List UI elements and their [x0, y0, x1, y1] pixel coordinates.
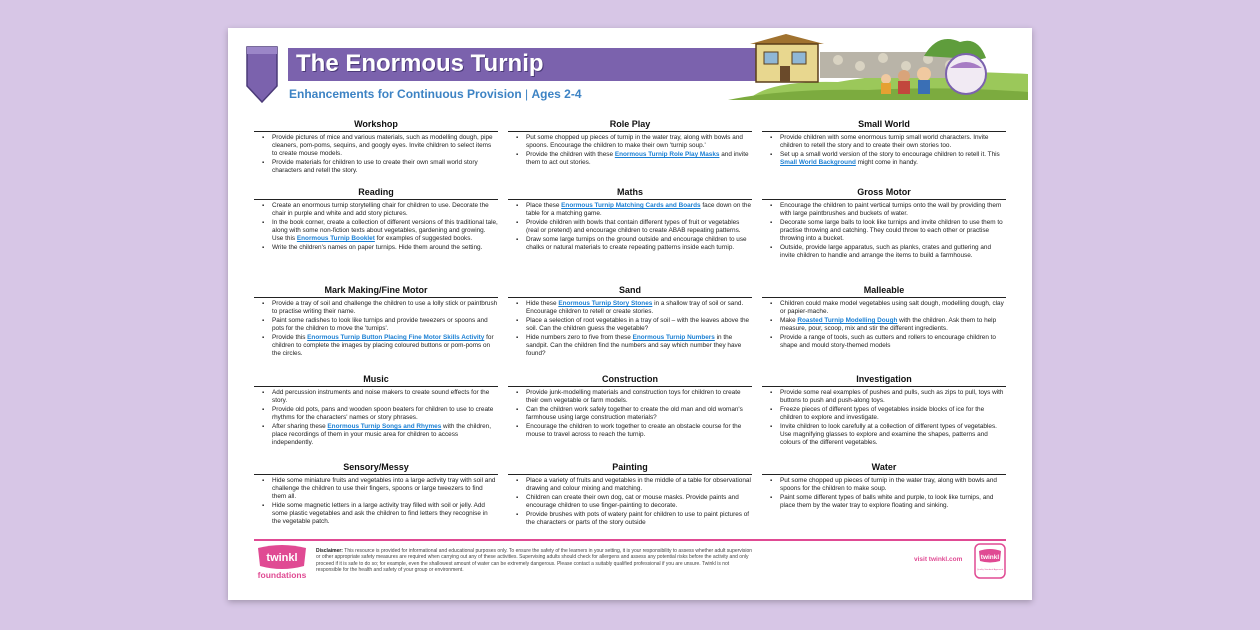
section-list: [508, 387, 752, 439]
farmhouse-turnip-illustration: [728, 28, 1028, 100]
list-item: ▪ Provide junk-modelling materials and construction toys for children to create their own vegetable or farm models.: [516, 389, 752, 405]
list-item: ▪ Paint some radishes to look like turnips and provide tweezers or spoons and pots for the children to move the 'turnips'.: [262, 317, 498, 333]
quality-standard-badge-icon: [974, 543, 1006, 579]
list-item: ▪ Make Roasted Turnip Modelling Dough with the children. Ask them to help measure, pour, scoop, mix and stir the different ingredients.: [770, 317, 1006, 333]
subtitle-separator: |: [521, 87, 532, 101]
section-heading: Construction: [508, 373, 752, 387]
section-heading: Painting: [508, 461, 752, 475]
section-heading: Role Play: [508, 118, 752, 132]
list-item: ▪ Freeze pieces of different types of vegetables inside blocks of ice for the children to explore and investigate.: [770, 406, 1006, 422]
logo-subtext: foundations: [257, 570, 307, 580]
section-list: [762, 200, 1006, 260]
section-heading: Maths: [508, 186, 752, 200]
section-small-world: [762, 118, 1006, 168]
section-mark-making: [254, 284, 498, 359]
page-subtitle: [289, 87, 582, 101]
list-item: ▪ Place these Enormous Turnip Matching Cards and Boards face down on the table for a matching game.: [516, 202, 752, 218]
section-list: [508, 298, 752, 358]
disclaimer: [316, 548, 756, 573]
section-list: [254, 200, 498, 252]
badge-text: twinkl: [980, 554, 1000, 561]
section-list: [254, 132, 498, 175]
section-list: [762, 387, 1006, 447]
list-item: ▪ Children can create their own dog, cat or mouse masks. Provide paints and encourage children to use finger-painting to decorate.: [516, 494, 752, 510]
list-item: ▪ Provide this Enormous Turnip Button Placing Fine Motor Skills Activity for children to complete the images by placing coloured buttons or pom-poms on the circles.: [262, 334, 498, 358]
section-list: [762, 132, 1006, 167]
list-item: ▪ Provide materials for children to use to create their own small world story characters and retell the story.: [262, 159, 498, 175]
resource-link[interactable]: Small World Background: [780, 159, 856, 166]
list-item: ▪ Put some chopped up pieces of turnip in the water tray, along with bowls and spoons for the children to make soup.: [770, 477, 1006, 493]
subtitle-main: Enhancements for Continuous Provision: [289, 87, 522, 101]
list-item: ▪ Provide a range of tools, such as cutters and rollers to encourage children to shape and mould story-themed models: [770, 334, 1006, 350]
provision-grid: [254, 118, 1006, 536]
section-list: [254, 387, 498, 447]
twinkl-foundations-logo: [254, 544, 310, 582]
logo-text: twinkl: [266, 552, 298, 564]
resource-link[interactable]: Enormous Turnip Button Placing Fine Motor Skills Activity: [307, 334, 485, 341]
list-item: ▪ Provide old pots, pans and wooden spoon beaters for children to use to create rhythms for the characters' names or story phrases.: [262, 406, 498, 422]
resource-link[interactable]: Enormous Turnip Numbers: [632, 334, 715, 341]
section-painting: [508, 461, 752, 528]
section-music: [254, 373, 498, 448]
list-item: ▪ Hide some magnetic letters in a large activity tray filled with soil or jelly. Add some plastic vegetables and ask the children to find letters they recognise in the vegetable patch.: [262, 502, 498, 526]
list-item: ▪ Add percussion instruments and noise makers to create sound effects for the story.: [262, 389, 498, 405]
disclaimer-text: This resource is provided for informational and educational purposes only. To ensure the safety of the learners in your setting, it is your responsibility to assess whether adult supervision or other appropriate safety measures are required when carrying out any of these activities. Supervising adults should check for allergens and assess any potential risks before the activity and only proceed if it is safe to do so; for example, even the shallowest amount of water can be extremely dangerous. Please contact a suitably qualified professional if you are unsure. Twinkl is not responsible for the health and safety of your group or environment.: [316, 548, 753, 573]
list-item: ▪ Paint some different types of balls white and purple, to look like turnips, and place them by the water tray to explore floating and sinking.: [770, 494, 1006, 510]
resource-link[interactable]: Enormous Turnip Matching Cards and Boards: [561, 202, 701, 209]
section-heading: Reading: [254, 186, 498, 200]
section-heading: Water: [762, 461, 1006, 475]
subtitle-ages: Ages 2-4: [531, 87, 582, 101]
footer-divider: [254, 539, 1006, 541]
section-sensory-messy: [254, 461, 498, 527]
list-item: ▪ Provide brushes with pots of watery paint for children to use to paint pictures of the characters or parts of the story outside: [516, 511, 752, 527]
list-item: ▪ Children could make model vegetables using salt dough, modelling dough, clay or papier-mache.: [770, 300, 1006, 316]
resource-sheet: [228, 28, 1032, 600]
section-workshop: [254, 118, 498, 176]
section-water: [762, 461, 1006, 511]
list-item: ▪ Place a selection of root vegetables in a tray of soil – with the leaves above the soil. Can the children guess the vegetable?: [516, 317, 752, 333]
list-item: ▪ Provide the children with these Enormous Turnip Role Play Masks and invite them to act out stories.: [516, 151, 752, 167]
bookmark-ribbon-icon: [246, 46, 278, 103]
section-investigation: [762, 373, 1006, 448]
list-item: ▪ Place a variety of fruits and vegetables in the middle of a table for observational drawing and colour mixing and matching.: [516, 477, 752, 493]
section-list: [508, 200, 752, 252]
section-list: [508, 132, 752, 167]
list-item: ▪ Draw some large turnips on the ground outside and encourage children to use chalks or natural materials to create repeating patterns inside each turnip.: [516, 236, 752, 252]
list-item: ▪ Put some chopped up pieces of turnip in the water tray, along with bowls and spoons. Encourage the children to make their own 'turnip soup.': [516, 134, 752, 150]
section-heading: Sand: [508, 284, 752, 298]
list-item: ▪ Can the children work safely together to create the old man and old woman's farmhouse using large construction materials?: [516, 406, 752, 422]
section-heading: Malleable: [762, 284, 1006, 298]
list-item: ▪ Provide children with some enormous turnip small world characters. Invite children to retell the story and to create their own stories too.: [770, 134, 1006, 150]
section-maths: [508, 186, 752, 253]
section-sand: [508, 284, 752, 359]
section-heading: Investigation: [762, 373, 1006, 387]
list-item: ▪ Encourage the children to work together to create an obstacle course for the mouse to travel across to reach the turnip.: [516, 423, 752, 439]
resource-link[interactable]: Roasted Turnip Modelling Dough: [797, 317, 898, 324]
visit-link[interactable]: visit twinkl.com: [914, 556, 963, 563]
resource-link[interactable]: Enormous Turnip Booklet: [296, 235, 375, 242]
section-role-play: [508, 118, 752, 168]
list-item: ▪ Provide pictures of mice and various materials, such as modelling dough, pipe cleaners, pom-poms, sequins, and googly eyes. Invite children to select items to create mouse models.: [262, 134, 498, 158]
section-heading: Gross Motor: [762, 186, 1006, 200]
resource-link[interactable]: Enormous Turnip Songs and Rhymes: [327, 423, 442, 430]
section-construction: [508, 373, 752, 440]
section-list: [254, 298, 498, 358]
section-reading: [254, 186, 498, 253]
title-banner: [288, 48, 768, 81]
list-item: ▪ Provide children with bowls that contain different types of fruit or vegetables (real or pretend) and encourage children to create ABAB repeating patterns.: [516, 219, 752, 235]
section-gross-motor: [762, 186, 1006, 261]
section-heading: Mark Making/Fine Motor: [254, 284, 498, 298]
resource-link[interactable]: Enormous Turnip Role Play Masks: [614, 151, 720, 158]
section-list: [762, 475, 1006, 510]
list-item: ▪ Outside, provide large apparatus, such as planks, crates and guttering and invite children to handle and arrange the items to build a farmhouse.: [770, 244, 1006, 260]
list-item: ▪ Provide a tray of soil and challenge the children to use a lolly stick or paintbrush to practise writing their name.: [262, 300, 498, 316]
section-heading: Small World: [762, 118, 1006, 132]
list-item: ▪ In the book corner, create a collection of different versions of this traditional tale, along with some non-fiction texts about vegetables, gardening and growing. Use this Enormous Turnip Booklet for examples of suggested books.: [262, 219, 498, 243]
list-item: ▪ Decorate some large balls to look like turnips and invite children to use them to practise throwing and catching. They could throw to each other or practise throwing into a bucket.: [770, 219, 1006, 243]
list-item: ▪ Invite children to look carefully at a collection of different types of vegetables. Use magnifying glasses to explore and examine the shapes, patterns and colours of the different vegetables.: [770, 423, 1006, 447]
section-heading: Sensory/Messy: [254, 461, 498, 475]
list-item: ▪ Hide these Enormous Turnip Story Stones in a shallow tray of soil or sand. Encourage children to retell or create stories.: [516, 300, 752, 316]
section-list: [508, 475, 752, 527]
disclaimer-label: Disclaimer:: [316, 548, 343, 554]
list-item: ▪ Provide some real examples of pushes and pulls, such as zips to pull, toys with buttons to push and push-along toys.: [770, 389, 1006, 405]
list-item: ▪ Set up a small world version of the story to encourage children to retell it. This Small World Background might come in handy.: [770, 151, 1006, 167]
list-item: ▪ After sharing these Enormous Turnip Songs and Rhymes with the children, place recordings of them in your music area for children to access independently.: [262, 423, 498, 447]
section-heading: Music: [254, 373, 498, 387]
page-title: The Enormous Turnip: [296, 50, 544, 77]
badge-subtext: Quality Standard Approved: [976, 569, 1004, 571]
section-list: [762, 298, 1006, 350]
resource-link[interactable]: Enormous Turnip Story Stones: [558, 300, 653, 307]
section-malleable: [762, 284, 1006, 351]
list-item: ▪ Hide numbers zero to five from these Enormous Turnip Numbers in the sandpit. Can the children find the numbers and say which number they have found?: [516, 334, 752, 358]
section-list: [254, 475, 498, 526]
list-item: ▪ Write the children's names on paper turnips. Hide them around the setting.: [262, 244, 498, 252]
section-heading: Workshop: [254, 118, 498, 132]
list-item: ▪ Create an enormous turnip storytelling chair for children to use. Decorate the chair in purple and white and add story pictures.: [262, 202, 498, 218]
list-item: ▪ Hide some miniature fruits and vegetables into a large activity tray with soil and challenge the children to use their fingers, spoons or large tweezers to find them all.: [262, 477, 498, 501]
list-item: ▪ Encourage the children to paint vertical turnips onto the wall by providing them with large paintbrushes and buckets of water.: [770, 202, 1006, 218]
